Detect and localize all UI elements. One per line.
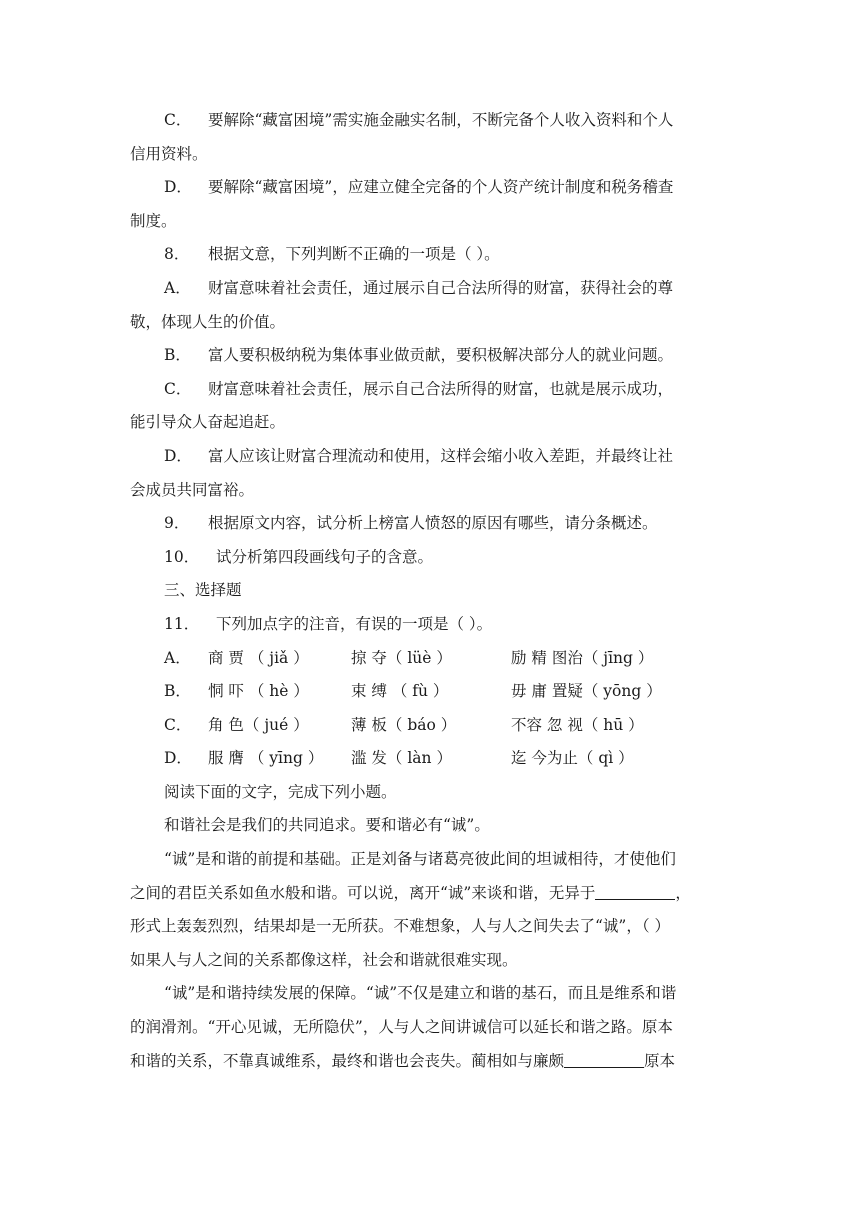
fill-in-blank bbox=[564, 1049, 644, 1068]
option-label: C． bbox=[164, 111, 192, 129]
question-line bbox=[130, 608, 730, 642]
passage-line bbox=[130, 877, 730, 911]
pinyin-item: 商 贾 （ jiǎ ） bbox=[208, 648, 309, 667]
option-line bbox=[130, 339, 730, 373]
pinyin-item: 毋 庸 置疑（ yōng ） bbox=[511, 682, 662, 701]
pinyin-option-row bbox=[130, 642, 730, 676]
question-number: 10． bbox=[164, 547, 200, 566]
option-line bbox=[130, 272, 730, 306]
question-text: 下列加点字的注音，有误的一项是（ ）。 bbox=[216, 614, 493, 633]
question-text: 根据原文内容，试分析上榜富人愤怒的原因有哪些，请分条概述。 bbox=[208, 514, 658, 533]
pinyin-item: 束 缚 （ fù ） bbox=[351, 682, 449, 701]
option-text: 要解除“藏富困境”需实施金融实名制，不断完备个人收入资料和个人 bbox=[208, 111, 674, 129]
pinyin-item: 掠 夺（ lüè ） bbox=[351, 648, 452, 667]
option-text: 财富意味着社会责任，展示自己合法所得的财富，也就是展示成功， bbox=[208, 379, 674, 398]
passage-text: 和谐的关系，不靠真诚维系，最终和谐也会丧失。蔺相如与廉颇 bbox=[130, 1051, 565, 1070]
continuation-line: 敬，体现人生的价值。 bbox=[130, 312, 286, 331]
option-label: C． bbox=[164, 715, 192, 734]
passage-line: 的润滑剂。“开心见诚，无所隐伏”，人与人之间讲诚信可以延长和谐之路。原本 bbox=[130, 1018, 673, 1037]
pinyin-option-row bbox=[130, 742, 730, 776]
continuation-line: 会成员共同富裕。 bbox=[130, 480, 255, 499]
option-label: B． bbox=[164, 346, 191, 365]
section-heading: 三、选择题 bbox=[164, 581, 242, 600]
continuation-line: 信用资料。 bbox=[130, 144, 208, 163]
option-label: B． bbox=[164, 682, 191, 701]
pinyin-item: 角 色（ jué ） bbox=[208, 715, 309, 734]
passage-paragraph: 和谐社会是我们的共同追求。要和谐必有“诚”。 bbox=[164, 816, 490, 835]
option-text: 财富意味着社会责任，通过展示自己合法所得的财富，获得社会的尊 bbox=[208, 278, 674, 297]
option-text: 富人应该让财富合理流动和使用，这样会缩小收入差距，并最终让社 bbox=[208, 446, 674, 465]
reading-instruction: 阅读下面的文字，完成下列小题。 bbox=[164, 782, 397, 801]
option-label: C． bbox=[164, 379, 192, 398]
option-label: A． bbox=[164, 648, 191, 667]
passage-line bbox=[130, 1045, 730, 1079]
option-label: D． bbox=[164, 446, 192, 465]
passage-text: 之间的君臣关系如鱼水般和谐。可以说，离开“诚”来谈和谐，无异于 bbox=[130, 883, 596, 902]
question-line bbox=[130, 238, 730, 272]
pinyin-option-row bbox=[130, 709, 730, 743]
option-line bbox=[130, 104, 730, 138]
question-text: 根据文意，下列判断不正确的一项是（ ）。 bbox=[208, 245, 500, 264]
continuation-line: 能引导众人奋起追赶。 bbox=[130, 413, 286, 432]
passage-line: 如果人与人之间的关系都像这样，社会和谐就很难实现。 bbox=[130, 950, 518, 969]
question-line bbox=[130, 541, 730, 575]
question-number: 8． bbox=[164, 245, 190, 264]
pinyin-item: 薄 板（ báo ） bbox=[351, 715, 457, 734]
pinyin-item: 不容 忽 视（ hū ） bbox=[511, 715, 644, 734]
pinyin-item: 恫 吓 （ hè ） bbox=[208, 682, 309, 701]
passage-line: 形式上轰轰烈烈，结果却是一无所获。不难想象，人与人之间失去了“诚”，（ ） bbox=[130, 917, 671, 936]
option-line bbox=[130, 373, 730, 407]
pinyin-option-row bbox=[130, 675, 730, 709]
pinyin-item: 励 精 图治（ jīng ） bbox=[511, 648, 654, 667]
fill-in-blank bbox=[595, 881, 675, 900]
option-line bbox=[130, 171, 730, 205]
question-text: 试分析第四段画线句子的含意。 bbox=[216, 547, 434, 566]
passage-text: ， bbox=[675, 883, 691, 902]
passage-line: “诚”是和谐的前提和基础。正是刘备与诸葛亮彼此间的坦诚相待，才使他们 bbox=[164, 850, 676, 869]
question-line bbox=[130, 507, 730, 541]
pinyin-item: 服 膺 （ yīng ） bbox=[208, 749, 324, 768]
pinyin-item: 迄 今为止（ qì ） bbox=[511, 749, 634, 768]
question-number: 9． bbox=[164, 514, 190, 533]
passage-line: “诚”是和谐持续发展的保障。“诚”不仅是建立和谐的基石，而且是维系和谐 bbox=[164, 984, 677, 1003]
passage-text: 原本 bbox=[644, 1051, 676, 1070]
option-text: 富人要积极纳税为集体事业做贡献，要积极解决部分人的就业问题。 bbox=[208, 346, 674, 365]
question-number: 11． bbox=[164, 614, 200, 633]
continuation-line: 制度。 bbox=[130, 211, 177, 230]
option-label: A． bbox=[164, 278, 191, 297]
option-text: 要解除“藏富困境”，应建立健全完备的个人资产统计制度和税务稽查 bbox=[208, 178, 674, 197]
document-body bbox=[130, 104, 730, 1078]
option-line bbox=[130, 440, 730, 474]
pinyin-item: 滥 发（ làn ） bbox=[351, 749, 452, 768]
option-label: D． bbox=[164, 178, 192, 197]
option-label: D． bbox=[164, 749, 192, 768]
